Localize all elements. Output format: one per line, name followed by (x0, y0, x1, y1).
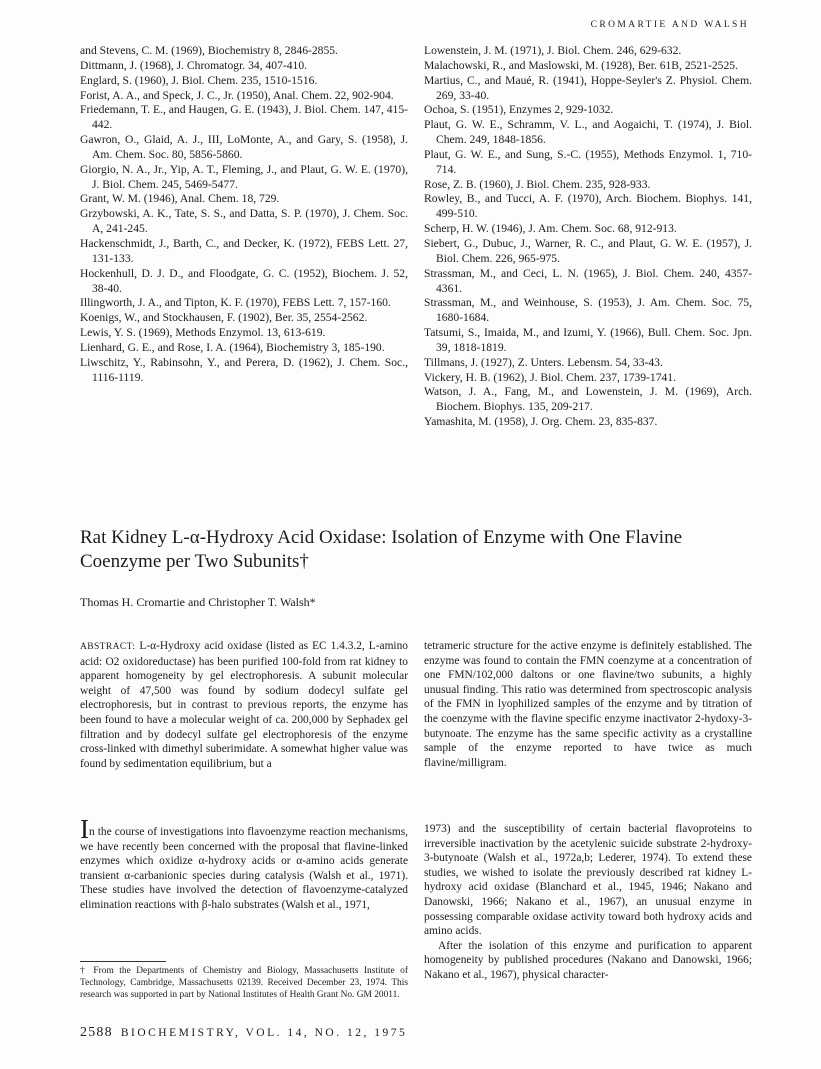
reference-entry: Rose, Z. B. (1960), J. Biol. Chem. 235, 928-933. (424, 177, 651, 191)
reference-entry: Grant, W. M. (1946), Anal. Chem. 18, 729. (80, 192, 280, 206)
reference-entry: Grzybowski, A. K., Tate, S. S., and Datta, S. P. (1970), J. Chem. Soc. A, 241-245. (80, 207, 408, 236)
body-left-column (80, 814, 408, 913)
reference-entry: Hockenhull, D. J. D., and Floodgate, G. C. (1952), Biochem. J. 52, 38-40. (80, 266, 408, 295)
body-right-column (424, 822, 752, 983)
page-number: 2588 (80, 1025, 113, 1040)
body-text-left: n the course of investigations into flavoenzyme reaction mechanisms, we have recently been concerned with the proposal that flavine-linked enzymes which oxidize α-hydroxy acids or α-amino acids generate transient α-carbanionic species during catalysis (Walsh et al., 1971). These studies have involved the detection of flavoenzyme-catalyzed elimination reactions with β-halo substrates (Walsh et al., 1971, (80, 826, 408, 911)
references-left-column (80, 44, 408, 385)
abstract-label: ABSTRACT: (80, 642, 136, 652)
reference-entry: Liwschitz, Y., Rabinsohn, Y., and Perera, D. (1962), J. Chem. Soc., 1116-1119. (80, 355, 408, 384)
body-paragraph: After the isolation of this enzyme and purification to apparent homogeneity by published procedures (Nakano and Danowski, 1966; Nakano et al., 1967), physical character- (424, 939, 752, 981)
body-paragraph: 1973) and the susceptibility of certain bacterial flavoproteins to irreversible inactivation by the acetylenic suicide substrate 2-hydroxy-3-butynoate (Walsh et al., 1972a,b; Lederer, 1974). To extend these studies, we wished to isolate the previously described rat kidney L-hydroxy acid oxidase (Blanchard et al., 1945, 1946; Nakano and Danowski, 1966; Nakano et al., 1967), an unusual enzyme in possessing comparable oxidase activity toward both hydroxy acids and amino acids. (424, 823, 752, 938)
reference-entry: Hackenschmidt, J., Barth, C., and Decker, K. (1972), FEBS Lett. 27, 131-133. (80, 236, 408, 265)
reference-entry: Strassman, M., and Weinhouse, S. (1953), J. Am. Chem. Soc. 75, 1680-1684. (424, 296, 752, 325)
reference-entry: Forist, A. A., and Speck, J. C., Jr. (1950), Anal. Chem. 22, 902-904. (80, 88, 394, 102)
reference-entry: Watson, J. A., Fang, M., and Lowenstein, J. M. (1969), Arch. Biochem. Biophys. 135, 209-217. (424, 385, 752, 414)
reference-entry: Vickery, H. B. (1962), J. Biol. Chem. 237, 1739-1741. (424, 370, 676, 384)
reference-entry: Scherp, H. W. (1946), J. Am. Chem. Soc. 68, 912-913. (424, 222, 677, 236)
article-title: Rat Kidney L-α-Hydroxy Acid Oxidase: Isolation of Enzyme with One Flavine Coenzyme per Two Subunits† (80, 527, 682, 572)
footnote-rule (80, 961, 166, 962)
reference-entry: Yamashita, M. (1958), J. Org. Chem. 23, 835-837. (424, 415, 658, 429)
reference-entry: Tatsumi, S., Imaida, M., and Izumi, Y. (1966), Bull. Chem. Soc. Jpn. 39, 1818-1819. (424, 326, 752, 354)
reference-entry: Koenigs, W., and Stockhausen, F. (1902), Ber. 35, 2554-2562. (80, 311, 368, 325)
journal-info: BIOCHEMISTRY, VOL. 14, NO. 12, 1975 (120, 1027, 408, 1039)
reference-entry: Martius, C., and Maué, R. (1941), Hoppe-Seyler's Z. Physiol. Chem. 269, 33-40. (424, 73, 752, 102)
reference-entry: Strassman, M., and Ceci, L. N. (1965), J. Biol. Chem. 240, 4357-4361. (424, 266, 752, 295)
abstract-left-column (80, 639, 408, 771)
abstract-right-column: tetrameric structure for the active enzyme is definitely established. The enzyme was found to contain the FMN coenzyme at a concentration of one FMN/102,000 daltons or one flavine/two subunits, a highly unusual finding. This ratio was determined from spectroscopic analysis of the FMN in lyophilized samples of the enzyme and by titration of the coenzyme with the flavine specific enzyme inactivator 2-hydoxy-3-butynoate. The enzyme has the same specific activity as a crystalline sample of the enzyme reported to have twice as much flavine/milligram. (424, 640, 752, 769)
reference-entry: Tillmans, J. (1927), Z. Unters. Lebensm. 54, 33-43. (424, 355, 663, 369)
reference-entry: Gawron, O., Glaid, A. J., III, LoMonte, A., and Gary, S. (1958), J. Am. Chem. Soc. 80, 5856-5860. (80, 133, 408, 161)
reference-entry: Dittmann, J. (1968), J. Chromatogr. 34, 407-410. (80, 58, 308, 72)
page-footer (80, 1025, 407, 1041)
reference-entry: Lowenstein, J. M. (1971), J. Biol. Chem. 246, 629-632. (424, 44, 682, 57)
reference-entry: Malachowski, R., and Maslowski, M. (1928), Ber. 61B, 2521-2525. (424, 58, 738, 72)
reference-entry: Lienhard, G. E., and Rose, I. A. (1964), Biochemistry 3, 185-190. (80, 340, 385, 354)
running-head: CROMARTIE AND WALSH (590, 20, 749, 30)
footnote: † From the Departments of Chemistry and Biology, Massachusetts Institute of Technology, Cambridge, Massachusetts 02139. Received December 23, 1974. This research was supported in part by National Institutes of Health Grant No. GM 20011. (80, 966, 408, 1000)
article-authors: Thomas H. Cromartie and Christopher T. Walsh* (80, 595, 316, 609)
references-right-column (424, 44, 752, 430)
drop-cap: I (80, 814, 89, 844)
reference-entry: Plaut, G. W. E., and Sung, S.-C. (1955), Methods Enzymol. 1, 710-714. (424, 147, 752, 176)
reference-entry: Giorgio, N. A., Jr., Yip, A. T., Fleming, J., and Plaut, G. W. E. (1970), J. Biol. Chem. 245, 5469-5477. (80, 162, 408, 191)
reference-entry: Friedemann, T. E., and Haugen, G. E. (1943), J. Biol. Chem. 147, 415-442. (80, 103, 409, 132)
reference-entry: Ochoa, S. (1951), Enzymes 2, 929-1032. (424, 103, 614, 117)
reference-entry: Illingworth, J. A., and Tipton, K. F. (1970), FEBS Lett. 7, 157-160. (80, 296, 391, 310)
reference-entry: and Stevens, C. M. (1969), Biochemistry 8, 2846-2855. (80, 44, 338, 57)
reference-entry: Siebert, G., Dubuc, J., Warner, R. C., and Plaut, G. W. E. (1957), J. Biol. Chem. 226, 965-975. (424, 236, 752, 265)
reference-entry: Lewis, Y. S. (1969), Methods Enzymol. 13, 613-619. (80, 326, 326, 340)
reference-entry: Englard, S. (1960), J. Biol. Chem. 235, 1510-1516. (80, 73, 318, 87)
reference-entry: Rowley, B., and Tucci, A. F. (1970), Arch. Biochem. Biophys. 141, 499-510. (424, 192, 752, 221)
reference-entry: Plaut, G. W. E., Schramm, V. L., and Aogaichi, T. (1974), J. Biol. Chem. 249, 1848-1856. (424, 118, 752, 147)
abstract-text-left: L-α-Hydroxy acid oxidase (listed as EC 1.4.3.2, L-amino acid: O2 oxidoreductase) has been purified 100-fold from rat kidney to apparent homogeneity by gel electrophoresis. A subunit molecular weight of 47,500 was found by sodium dodecyl sulfate gel electrophoresis, but in contrast to previous reports, the enzyme has been found to have a molecular weight of ca. 200,000 by Sephadex gel filtration and by dodecyl sulfate gel electrophoresis of the enzyme cross-linked with dimethyl suberimidate. A somewhat higher value was found by sedimentation equilibrium, but a (80, 640, 408, 770)
